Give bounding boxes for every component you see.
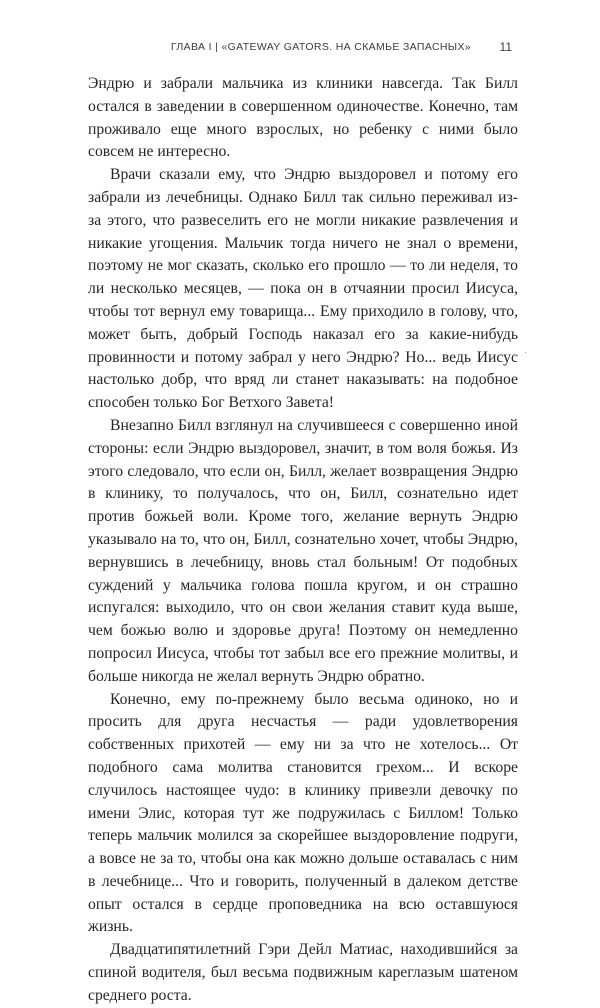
page-number: 11 (499, 40, 512, 54)
margin-mark (525, 352, 526, 353)
body-text (88, 73, 518, 1008)
chapter-title: ГЛАВА I | «GATEWAY GATORS. НА СКАМЬЕ ЗАПАСНЫХ» (170, 41, 471, 53)
paragraph: Эндрю и забрали мальчика из клиники навсегда. Так Билл остался в заведении в совершенном одиночестве. Конечно, там проживало еще много взрослых, но ребенку с ними было совсем не интересно. (88, 75, 518, 161)
paragraph: Конечно, ему по-прежнему было весьма одиноко, но и просить для друга несчастья — ради удовлетворения собственных прихотей — ему ни за что не хотелось... От подобного сама молитва становится грехом... И вскоре случилось настоящее чудо: в клинику привезли девочку по имени Элис, которая тут же подружилась с Биллом! Только теперь мальчик молился за скорейшее выздоровление подруги, а вовсе не за то, чтобы она как можно дольше оставалась с ним в лечебнице... Что и говорить, полученный в далеком детстве опыт остался в сердце проповедника на всю оставшуюся жизнь. (88, 690, 518, 936)
paragraph: Двадцатипятилетний Гэри Дейл Матиас, находившийся за спиной водителя, был весьма подвижным кареглазым шатеном среднего роста. (88, 941, 518, 1004)
running-head (0, 41, 600, 61)
paragraph: Внезапно Билл взглянул на случившееся с совершенно иной стороны: если Эндрю выздоровел, значит, в том воля божья. Из этого следовало, что если он, Билл, желает возвращения Эндрю в клинику, то получалось, что он, Билл, сознательно идет против божьей воли. Кроме того, желание вернуть Эндрю указывало на то, что он, Билл, сознательно хочет, чтобы Эндрю, вернувшись в лечебницу, вновь стал больным! От подобных суждений у мальчика голова пошла кругом, и он страшно испугался: выходило, что он свои желания ставит куда выше, чем божью волю и здоровье друга! Поэтому он немедленно попросил Иисуса, чтобы тот забыл все его прежние молитвы, и больше никогда не желал вернуть Эндрю обратно. (88, 416, 518, 685)
paragraph: Врачи сказали ему, что Эндрю выздоровел и потому его забрали из лечебницы. Однако Билл так сильно переживал из-за этого, что развеселить его не могли никакие развлечения и никакие угощения. Мальчик тогда ничего не знал о времени, поэтому не мог сказать, сколько его прошло — то ли неделя, то ли несколько месяцев, — пока он в отчаянии просил Иисуса, чтобы тот вернул ему товарища... Ему приходило в голову, что, может быть, добрый Господь наказал его за какие-нибудь провинности и потому забрал у него Эндрю? Но... ведь Иисус настолько добр, что вряд ли станет наказывать: на подобное способен только Бог Ветхого Завета! (88, 166, 518, 412)
